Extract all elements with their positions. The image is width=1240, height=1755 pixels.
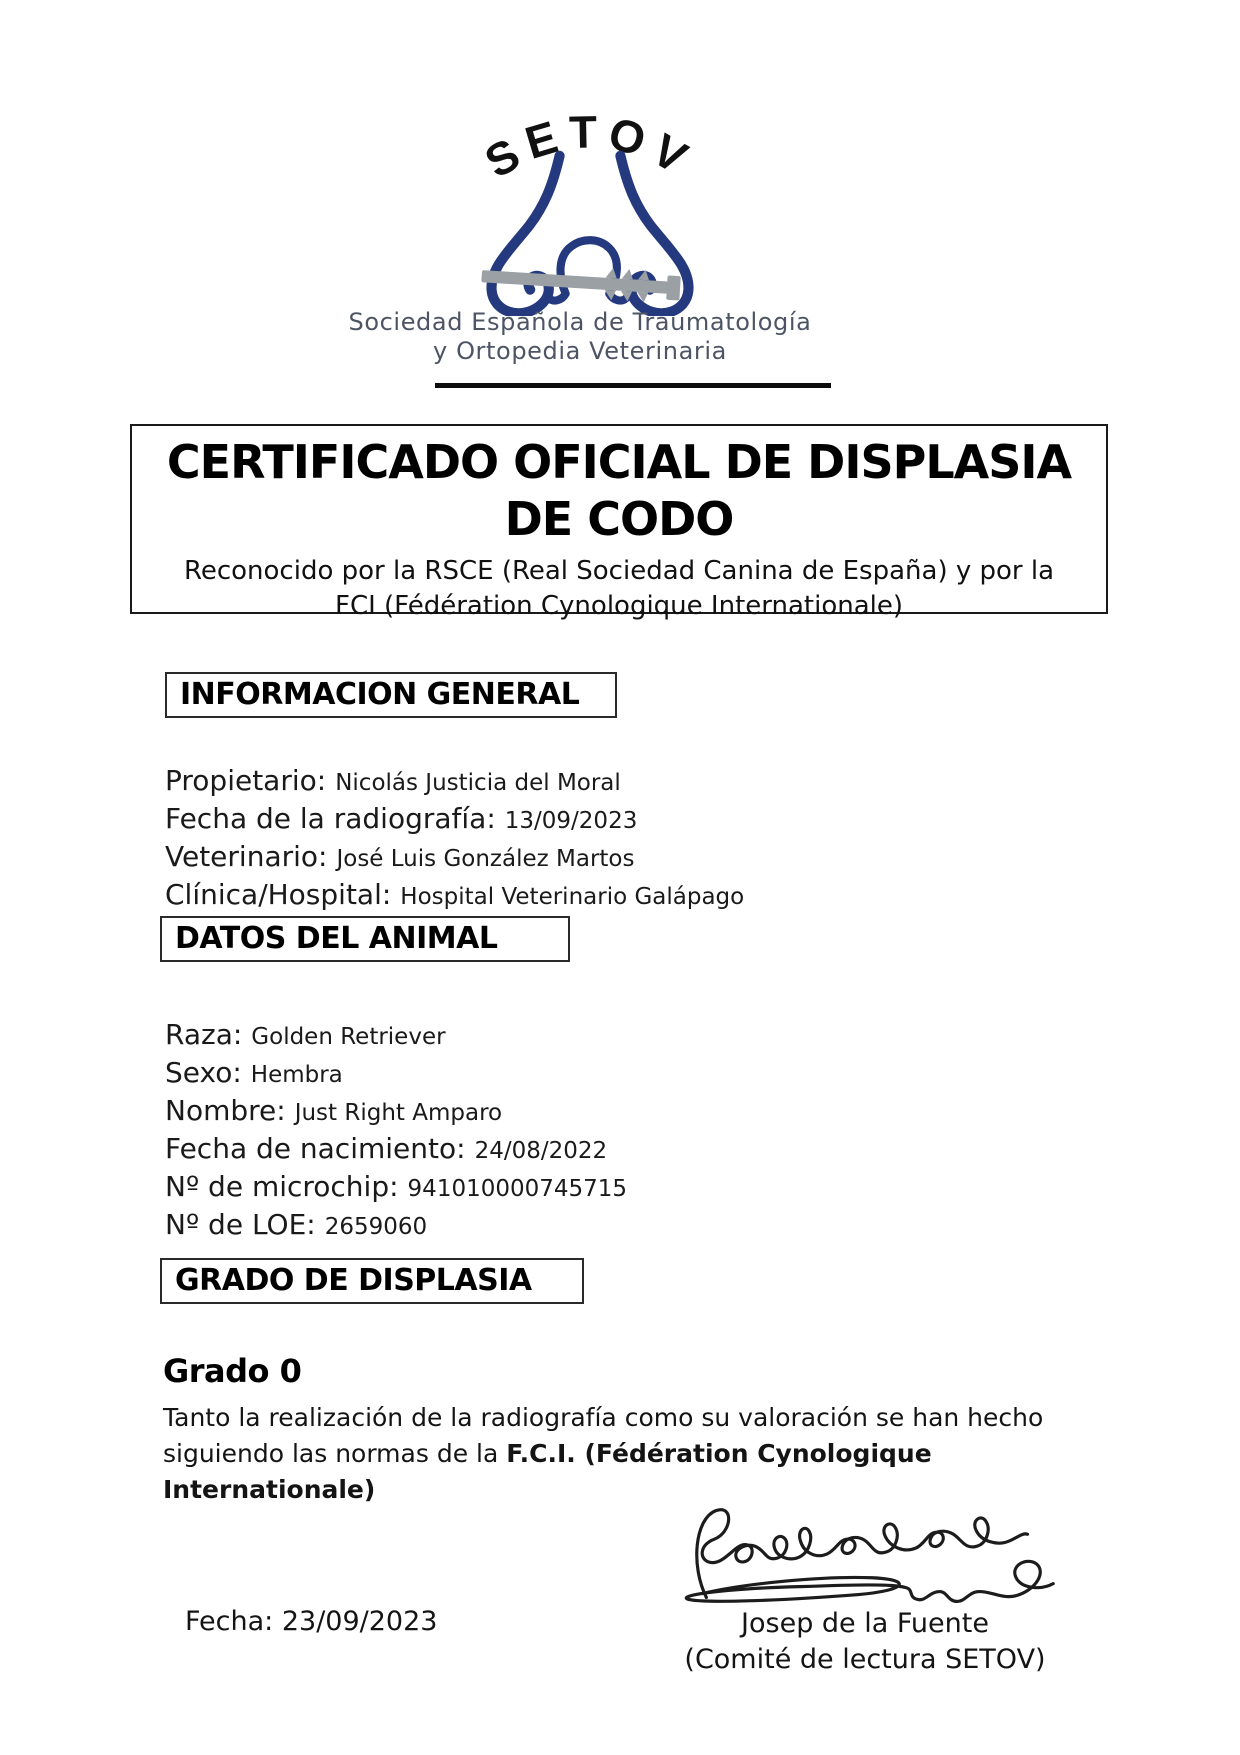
field-row-sexo xyxy=(165,1054,627,1092)
signer-block xyxy=(645,1606,1085,1678)
field-label: Nombre: xyxy=(165,1094,286,1127)
org-name-line1: Sociedad Española de Traumatología xyxy=(348,308,812,336)
general-fields xyxy=(165,762,744,914)
field-label: Veterinario: xyxy=(165,840,328,873)
certificate-title-line2: DE CODO xyxy=(504,492,734,546)
fci-compliance-note xyxy=(163,1400,1078,1508)
field-value: Hospital Veterinario Galápago xyxy=(400,884,745,910)
dysplasia-grade-value: Grado 0 xyxy=(163,1352,302,1390)
section-heading-grado-de-displasia: GRADO DE DISPLASIA xyxy=(160,1258,584,1304)
field-row-nombre xyxy=(165,1092,627,1130)
section-heading-informacion-general: INFORMACION GENERAL xyxy=(165,672,617,718)
field-value: 13/09/2023 xyxy=(504,808,638,834)
field-label: Nº de microchip: xyxy=(165,1170,399,1203)
field-row-raza xyxy=(165,1016,627,1054)
certificate-title-box xyxy=(130,424,1108,621)
certificate-subtitle: Reconocido por la RSCE (Real Sociedad Canina de España) y por la FCI (Fédération Cynologique Internationale) xyxy=(183,556,1055,621)
field-value: 2659060 xyxy=(324,1214,428,1240)
field-row-propietario xyxy=(165,762,744,800)
signature-image xyxy=(655,1496,1070,1616)
note-regular-text: Tanto la realización de la radiografía como su valoración se han hecho siguiendo las normas de la xyxy=(163,1403,1044,1468)
field-label: Sexo: xyxy=(165,1056,242,1089)
field-label: Clínica/Hospital: xyxy=(165,878,392,911)
field-row-loe xyxy=(165,1206,627,1244)
field-row-fecha-nacimiento xyxy=(165,1130,627,1168)
section-heading-datos-del-animal: DATOS DEL ANIMAL xyxy=(160,916,570,962)
field-row-microchip xyxy=(165,1168,627,1206)
certificate-date: Fecha: 23/09/2023 xyxy=(185,1606,438,1637)
field-row-clinica-hospital xyxy=(165,876,744,914)
signature-flourish-stroke xyxy=(686,1561,1053,1601)
logo-divider-line xyxy=(435,383,831,388)
field-value: Nicolás Justicia del Moral xyxy=(335,770,621,796)
logo-acronym: SETOV xyxy=(476,106,704,188)
note-bold-text: F.C.I. (Fédération Cynologique Internationale) xyxy=(163,1439,932,1504)
field-value: 941010000745715 xyxy=(407,1176,628,1202)
svg-text:SETOV xyxy=(477,106,704,187)
signer-name: Josep de la Fuente xyxy=(741,1608,989,1639)
field-value: Golden Retriever xyxy=(251,1024,446,1050)
field-value: José Luis González Martos xyxy=(336,846,635,872)
field-label: Propietario: xyxy=(165,764,327,797)
logo-organization-name xyxy=(280,308,880,366)
field-value: Just Right Amparo xyxy=(294,1100,503,1126)
field-value: Hembra xyxy=(250,1062,343,1088)
field-label: Fecha de nacimiento: xyxy=(165,1132,466,1165)
field-row-veterinario xyxy=(165,838,744,876)
setov-logo-icon xyxy=(452,98,728,316)
field-label: Raza: xyxy=(165,1018,243,1051)
org-name-line2: y Ortopedia Veterinaria xyxy=(433,337,727,365)
signer-role: (Comité de lectura SETOV) xyxy=(684,1644,1046,1675)
field-value: 24/08/2022 xyxy=(474,1138,608,1164)
field-row-fecha-radiografia xyxy=(165,800,744,838)
certificate-title-line1: CERTIFICADO OFICIAL DE DISPLASIA xyxy=(166,435,1072,489)
field-label: Fecha de la radiografía: xyxy=(165,802,496,835)
fixation-pin-icon xyxy=(481,260,681,305)
field-label: Nº de LOE: xyxy=(165,1208,316,1241)
animal-fields xyxy=(165,1016,627,1244)
